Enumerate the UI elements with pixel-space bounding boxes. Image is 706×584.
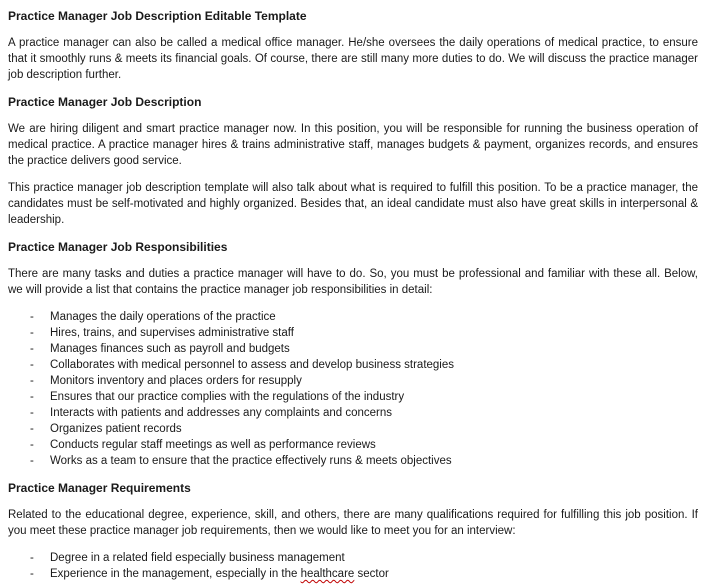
responsibility-item [8, 453, 698, 469]
responsibility-text: Collaborates with medical personnel to assess and develop business strategies [50, 359, 455, 371]
responsibility-item [8, 341, 698, 357]
dash-bullet: - [30, 455, 34, 467]
requirement-item [8, 550, 698, 566]
section-heading-responsibilities: Practice Manager Job Responsibilities [8, 240, 228, 254]
dash-bullet: - [30, 343, 34, 355]
requirement-item [8, 566, 698, 582]
responsibility-item [8, 421, 698, 437]
responsibilities-list [8, 309, 698, 469]
requirement-text [50, 566, 698, 582]
responsibility-item [8, 373, 698, 389]
responsibility-text: Monitors inventory and places orders for resupply [50, 375, 302, 387]
dash-bullet: - [30, 327, 34, 339]
responsibility-item [8, 309, 698, 325]
responsibility-text: Interacts with patients and addresses any complaints and concerns [50, 407, 392, 419]
responsibility-text: Manages the daily operations of the practice [50, 311, 276, 323]
dash-bullet: - [30, 439, 34, 451]
dash-bullet: - [30, 407, 34, 419]
responsibility-item [8, 389, 698, 405]
responsibility-item [8, 437, 698, 453]
dash-bullet: - [30, 375, 34, 387]
responsibility-text: Manages finances such as payroll and budgets [50, 343, 290, 355]
responsibilities-intro: There are many tasks and duties a practice manager will have to do. So, you must be professional and familiar with these all. Below, we will provide a list that contains the practice manager job responsibilities in detail: [8, 268, 698, 296]
requirement-text: Degree in a related field especially business management [50, 552, 345, 564]
description-paragraph-2: This practice manager job description template will also talk about what is required to fulfill this position. To be a practice manager, the candidates must be self-motivated and highly organized. Besides that, an ideal candidate must also have great skills in interpersonal & leadership. [8, 182, 698, 226]
responsibility-text: Hires, trains, and supervises administrative staff [50, 327, 294, 339]
misspelled-word: healthcare [300, 568, 355, 580]
dash-bullet: - [30, 359, 34, 371]
requirements-intro: Related to the educational degree, experience, skill, and others, there are many qualifications required for fulfilling this job position. If you meet these practice manager job requirements, then we would like to meet you for an interview: [8, 509, 698, 537]
dash-bullet: - [30, 423, 34, 435]
responsibility-item [8, 325, 698, 341]
dash-bullet: - [30, 311, 34, 323]
responsibility-text: Ensures that our practice complies with the regulations of the industry [50, 391, 405, 403]
responsibility-text: Organizes patient records [50, 423, 182, 435]
section-heading-requirements: Practice Manager Requirements [8, 481, 191, 495]
responsibility-item [8, 357, 698, 373]
requirement-text-pre: Experience in the management, especially in the [50, 568, 301, 580]
responsibility-item [8, 405, 698, 421]
dash-bullet: - [30, 552, 34, 564]
requirements-list [8, 550, 698, 582]
responsibility-text: Conducts regular staff meetings as well as performance reviews [50, 439, 376, 451]
dash-bullet: - [30, 391, 34, 403]
requirement-text-post: sector [354, 568, 389, 580]
doc-title: Practice Manager Job Description Editable Template [8, 9, 307, 23]
section-heading-description: Practice Manager Job Description [8, 95, 202, 109]
dash-bullet: - [30, 568, 34, 580]
description-paragraph-1: We are hiring diligent and smart practice manager now. In this position, you will be responsible for running the business operation of medical practice. A practice manager hires & trains administrative staff, manages budgets & payment, organizes records, and ensures the practice delivers good service. [8, 123, 698, 167]
intro-paragraph: A practice manager can also be called a medical office manager. He/she oversees the daily operations of medical practice, to ensure that it smoothly runs & meets its financial goals. Of course, there are still many more duties to do. We will discuss the practice manager job description further. [8, 37, 698, 81]
responsibility-text: Works as a team to ensure that the practice effectively runs & meets objectives [50, 455, 452, 467]
